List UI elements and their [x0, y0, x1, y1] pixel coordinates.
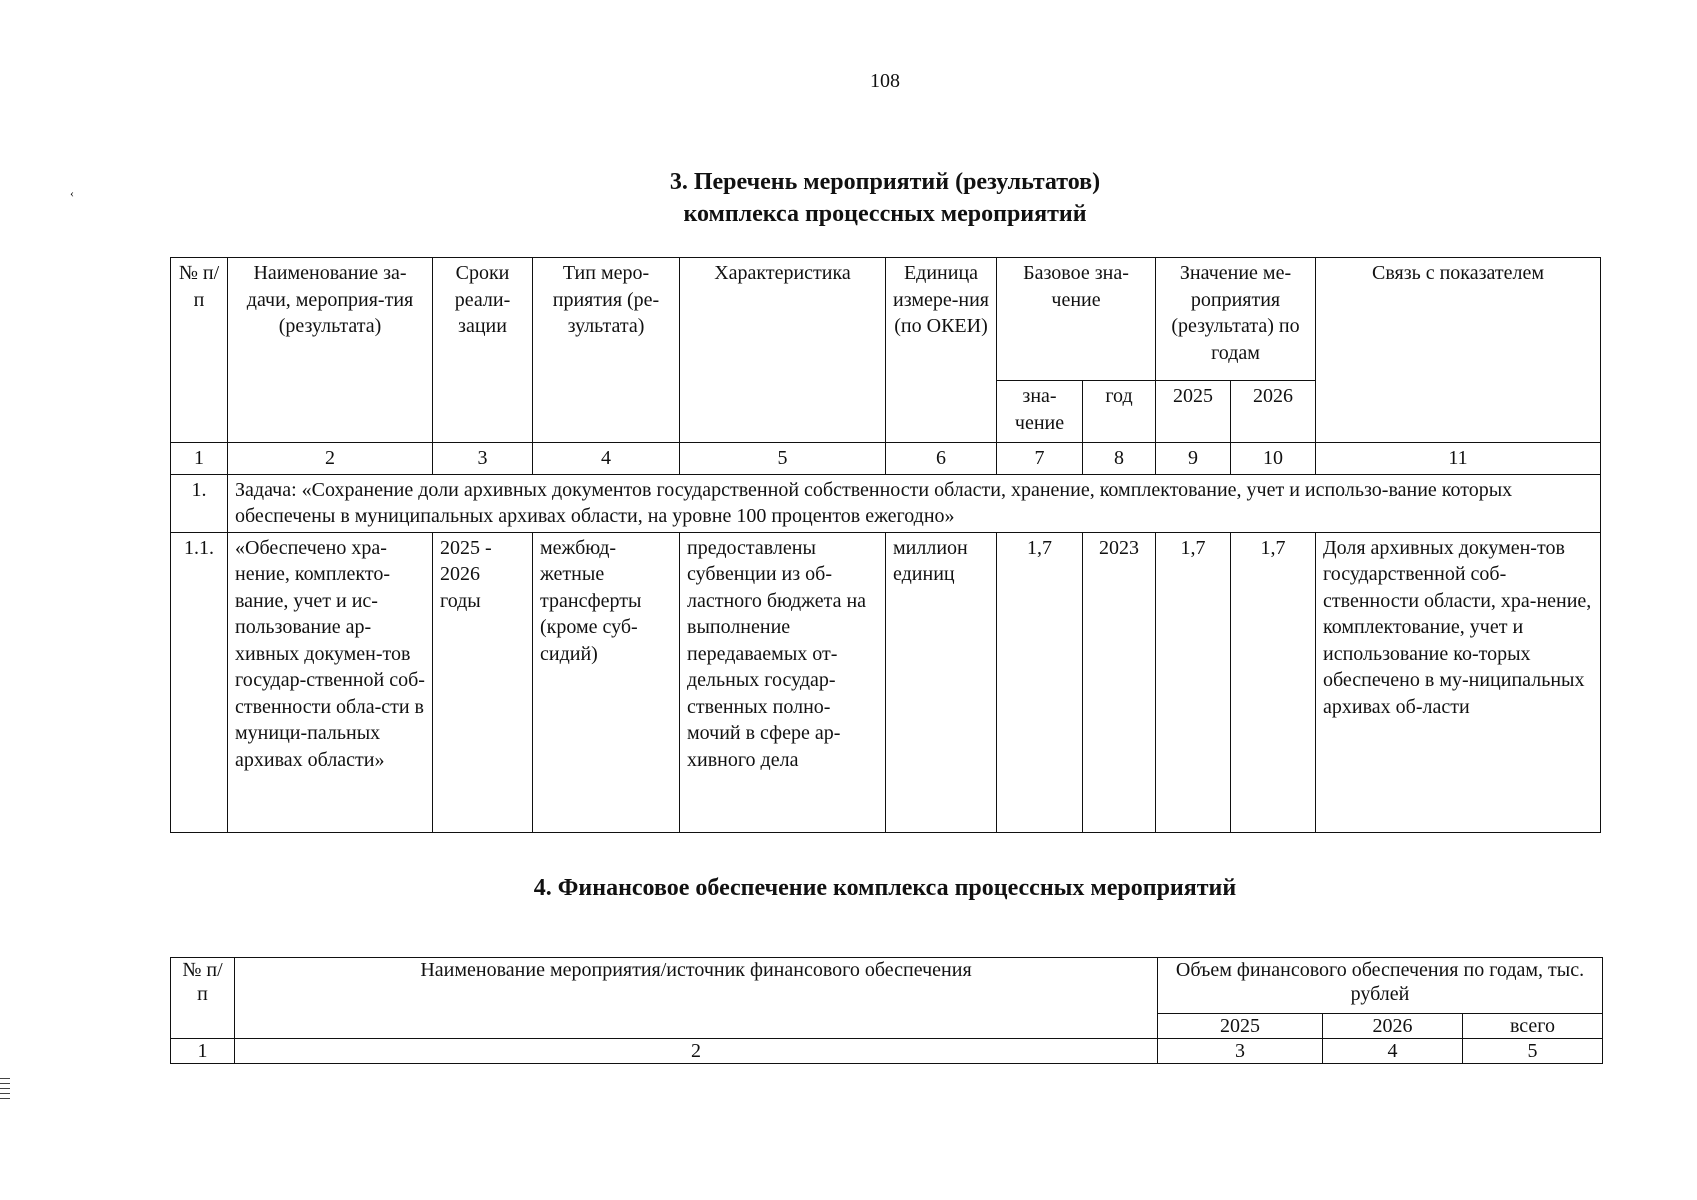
header-base-year: год	[1083, 381, 1156, 443]
fin-header-num: № п/п	[171, 958, 235, 1039]
header-values-by-year: Значение ме-роприятия (результата) по годам	[1156, 258, 1316, 381]
section3-title	[0, 166, 1697, 230]
fin-header-year-2026: 2026	[1323, 1014, 1463, 1039]
column-number: 2	[228, 443, 433, 475]
column-number: 5	[680, 443, 886, 475]
fin-column-number: 3	[1158, 1039, 1323, 1064]
row-unit: миллион единиц	[886, 532, 997, 832]
header-terms: Сроки реали-зации	[433, 258, 533, 443]
row-value-2026: 1,7	[1231, 532, 1316, 832]
column-number: 3	[433, 443, 533, 475]
column-number: 1	[171, 443, 228, 475]
header-link: Связь с показателем	[1316, 258, 1601, 443]
row-terms: 2025 - 2026 годы	[433, 532, 533, 832]
task-num: 1.	[171, 474, 228, 532]
task-text: Задача: «Сохранение доли архивных документов государственной собственности области, хранение, комплектование, учет и использо-вание которых обеспечены в муниципальных архивах области, на уровне 100 процентов ежегодно»	[228, 474, 1601, 532]
row-type: межбюд-жетные трансферты (кроме суб-сидий)	[533, 532, 680, 832]
header-type: Тип меро-приятия (ре-зультата)	[533, 258, 680, 443]
header-base-value: зна-чение	[997, 381, 1083, 443]
header-name: Наименование за-дачи, мероприя-тия (результата)	[228, 258, 433, 443]
row-value-2025: 1,7	[1156, 532, 1231, 832]
fin-header-year-2025: 2025	[1158, 1014, 1323, 1039]
row-name: «Обеспечено хра-нение, комплекто-вание, учет и ис-пользование ар-хивных докумен-тов государ-ственной соб-ственности обла-сти в муници-пальных архивах области»	[228, 532, 433, 832]
fin-header-name: Наименование мероприятия/источник финансового обеспечения	[235, 958, 1158, 1039]
fin-column-number: 1	[171, 1039, 235, 1064]
activity-row	[171, 532, 1601, 832]
scan-mark: ‹	[70, 186, 74, 200]
section4-title: 4. Финансовое обеспечение комплекса процессных мероприятий	[533, 875, 1237, 901]
row-num: 1.1.	[171, 532, 228, 832]
column-number: 9	[1156, 443, 1231, 475]
row-characteristic: предоставлены субвенции из об-ластного бюджета на выполнение передаваемых от-дельных государ-ственных полно-мочий в сфере ар-хивного дела	[680, 532, 886, 832]
column-number: 11	[1316, 443, 1601, 475]
column-number: 7	[997, 443, 1083, 475]
fin-column-number: 5	[1463, 1039, 1603, 1064]
column-numbers-row	[171, 443, 1601, 475]
header-characteristic: Характеристика	[680, 258, 886, 443]
section3-title-line2: комплекса процессных мероприятий	[683, 201, 1087, 227]
header-unit: Единица измере-ния (по ОКЕИ)	[886, 258, 997, 443]
activities-table	[170, 257, 1601, 833]
column-number: 4	[533, 443, 680, 475]
fin-column-numbers-row	[171, 1039, 1603, 1064]
fin-header-volume: Объем финансового обеспечения по годам, тыс. рублей	[1158, 958, 1603, 1014]
row-base-year: 2023	[1083, 532, 1156, 832]
header-year-2025: 2025	[1156, 381, 1231, 443]
fin-column-number: 4	[1323, 1039, 1463, 1064]
column-number: 8	[1083, 443, 1156, 475]
financing-table	[170, 957, 1603, 1064]
fin-column-number: 2	[235, 1039, 1158, 1064]
header-year-2026: 2026	[1231, 381, 1316, 443]
task-row	[171, 474, 1601, 532]
header-num: № п/п	[171, 258, 228, 443]
scan-edge-marks	[0, 1078, 10, 1103]
column-number: 10	[1231, 443, 1316, 475]
fin-header-total: всего	[1463, 1014, 1603, 1039]
row-link: Доля архивных докумен-тов государственной соб-ственности области, хра-нение, комплектование, учет и использование ко-торых обеспечено в му-ниципальных архивах об-ласти	[1316, 532, 1601, 832]
header-base: Базовое зна-чение	[997, 258, 1156, 381]
page-number: 108	[870, 70, 900, 92]
section3-title-line1: 3. Перечень мероприятий (результатов)	[669, 169, 1101, 195]
row-base-value: 1,7	[997, 532, 1083, 832]
column-number: 6	[886, 443, 997, 475]
